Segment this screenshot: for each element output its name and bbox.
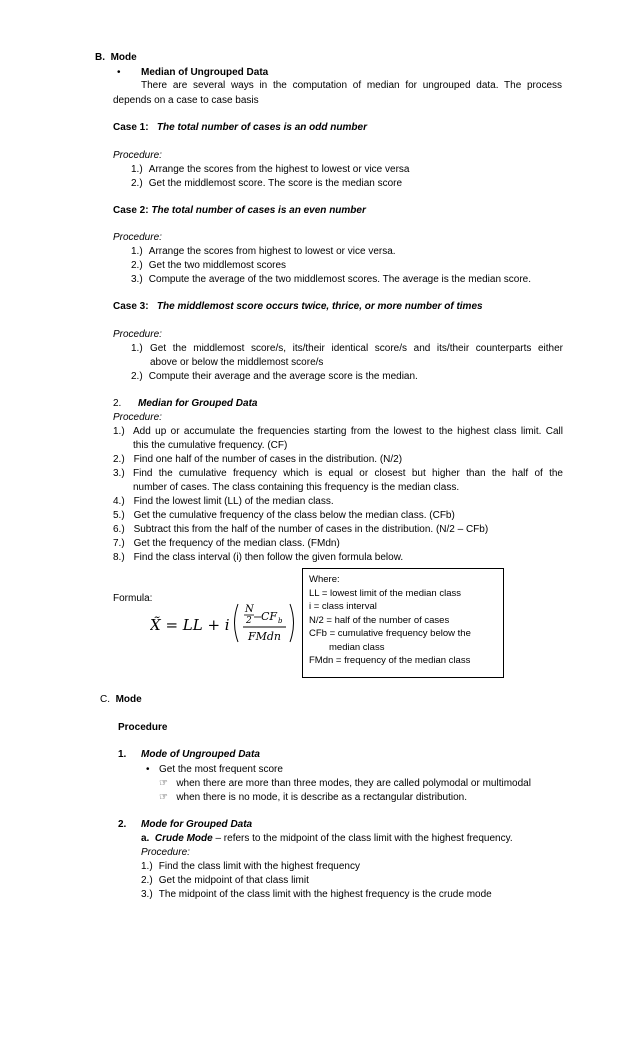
case-3-procedure-label: Procedure:	[113, 329, 162, 340]
where-fmdn: FMdn = frequency of the median class	[309, 655, 471, 666]
grouped-step-1-line-1: Add up or accumulate the frequencies starting from the lowest to the highest class limit. Call	[133, 426, 563, 437]
case-2-step-3: 3.) Compute the average of the two middlemost scores. The average is the median score.	[131, 274, 532, 285]
crude-step-3: 3.) The midpoint of the class limit with the highest frequency is the crude mode	[141, 889, 492, 900]
right-paren	[290, 604, 294, 642]
crude-procedure-label: Procedure:	[141, 847, 190, 858]
grouped-step-5: 5.) Get the cumulative frequency of the class below the median class. (CFb)	[113, 510, 455, 521]
intro-line-1: There are several ways in the computation of median for ungrouped data. The process	[141, 80, 562, 91]
case-1-heading: Case 1: The total number of cases is an odd number	[113, 122, 367, 133]
case-3-step-1-number: 1.)	[131, 343, 143, 354]
grouped-procedure-label: Procedure:	[113, 412, 162, 423]
where-n2: N/2 = half of the number of cases	[309, 614, 450, 626]
median-ungrouped-title: Median of Ungrouped Data	[141, 67, 269, 78]
case-2-procedure-label: Procedure:	[113, 232, 162, 243]
pointer-item-rectangular: ☞ when there is no mode, it is describe as a rectangular distribution.	[159, 792, 468, 803]
bullet-marker: •	[117, 67, 121, 78]
grouped-step-4: 4.) Find the lowest limit (LL) of the median class.	[113, 496, 334, 507]
crude-step-2: 2.) Get the midpoint of that class limit	[141, 875, 309, 886]
item-1-number: 1.	[118, 749, 127, 760]
case-1-step-2: 2.) Get the middlemost score. The score is the median score	[131, 178, 403, 189]
grouped-step-3-line-1: Find the cumulative frequency which is equal or closest but higher than the half of the	[133, 468, 563, 479]
formula-numerator-n: N	[245, 604, 254, 615]
case-1-step-1: 1.) Arrange the scores from the highest to lowest or vice versa	[131, 164, 410, 175]
median-formula	[150, 598, 300, 648]
mode-ungrouped-title: Mode of Ungrouped Data	[141, 749, 260, 760]
grouped-step-6: 6.) Subtract this from the half of the number of cases in the distribution. (N/2 – CFb)	[113, 524, 489, 535]
grouped-step-8: 8.) Find the class interval (i) then follow the given formula below.	[113, 552, 404, 563]
formula-denominator-two: 2	[246, 616, 252, 626]
where-cfb-line-1: CFb = cumulative frequency below the	[309, 628, 471, 639]
grouped-step-1-line-2: this the cumulative frequency. (CF)	[133, 440, 288, 451]
case-3-step-2: 2.) Compute their average and the average score is the median.	[131, 371, 418, 382]
case-3-step-1-line-1: Get the middlemost score/s, its/their identical score/s and its/their counterparts either	[150, 343, 563, 354]
case-2-step-1: 1.) Arrange the scores from highest to lowest or vice versa.	[131, 246, 396, 257]
crude-step-1: 1.) Find the class limit with the highest frequency	[141, 861, 360, 872]
formula-fmdn: FMdn	[248, 630, 282, 643]
formula-cf-term: CF	[261, 610, 278, 623]
pointer-hand-icon: ☞	[159, 778, 168, 789]
grouped-median-heading: 2. Median for Grouped Data	[113, 398, 258, 409]
grouped-step-7: 7.) Get the frequency of the median class. (FMdn)	[113, 538, 340, 549]
grouped-step-2: 2.) Find one half of the number of cases in the distribution. (N/2)	[113, 454, 403, 465]
where-cfb-line-2: median class	[329, 641, 385, 653]
where-ll: LL = lowest limit of the median class	[309, 587, 461, 599]
case-3-step-1-line-2: above or below the middlemost score/s	[150, 357, 324, 368]
formula-lhs: X̃ = LL + i	[150, 616, 230, 634]
bullet-marker: •	[146, 764, 150, 775]
case-2-step-2: 2.) Get the two middlemost scores	[131, 260, 287, 271]
grouped-step-3-number: 3.)	[113, 468, 125, 479]
case-2-heading: Case 2: The total number of cases is an even number	[113, 205, 366, 216]
pointer-hand-icon: ☞	[159, 792, 168, 803]
where-legend-box	[302, 568, 504, 678]
item-2-number: 2.	[118, 819, 127, 830]
where-i: i = class interval	[309, 601, 377, 612]
grouped-step-1-number: 1.)	[113, 426, 125, 437]
case-1-procedure-label: Procedure:	[113, 150, 162, 161]
crude-mode-definition: a. Crude Mode – refers to the midpoint of the class limit with the highest frequency.	[141, 833, 513, 844]
mode-grouped-title: Mode for Grouped Data	[141, 819, 253, 830]
section-c-procedure-heading: Procedure	[118, 722, 168, 733]
formula-cf-subscript: b	[278, 617, 283, 625]
left-paren	[235, 604, 239, 642]
intro-line-2: depends on a case to case basis	[113, 95, 259, 106]
section-b-heading: B. Mode	[95, 52, 137, 63]
formula-label: Formula:	[113, 593, 153, 604]
pointer-item-polymodal: ☞ when there are more than three modes, they are called polymodal or multimodal	[159, 778, 531, 789]
case-3-heading: Case 3: The middlemost score occurs twice, thrice, or more number of times	[113, 301, 483, 312]
grouped-step-3-line-2: number of cases. The class containing this frequency is the median class.	[133, 482, 460, 493]
mode-ungrouped-bullet: Get the most frequent score	[159, 764, 283, 775]
where-heading: Where:	[309, 574, 340, 585]
section-c-heading: C. Mode	[100, 694, 142, 705]
